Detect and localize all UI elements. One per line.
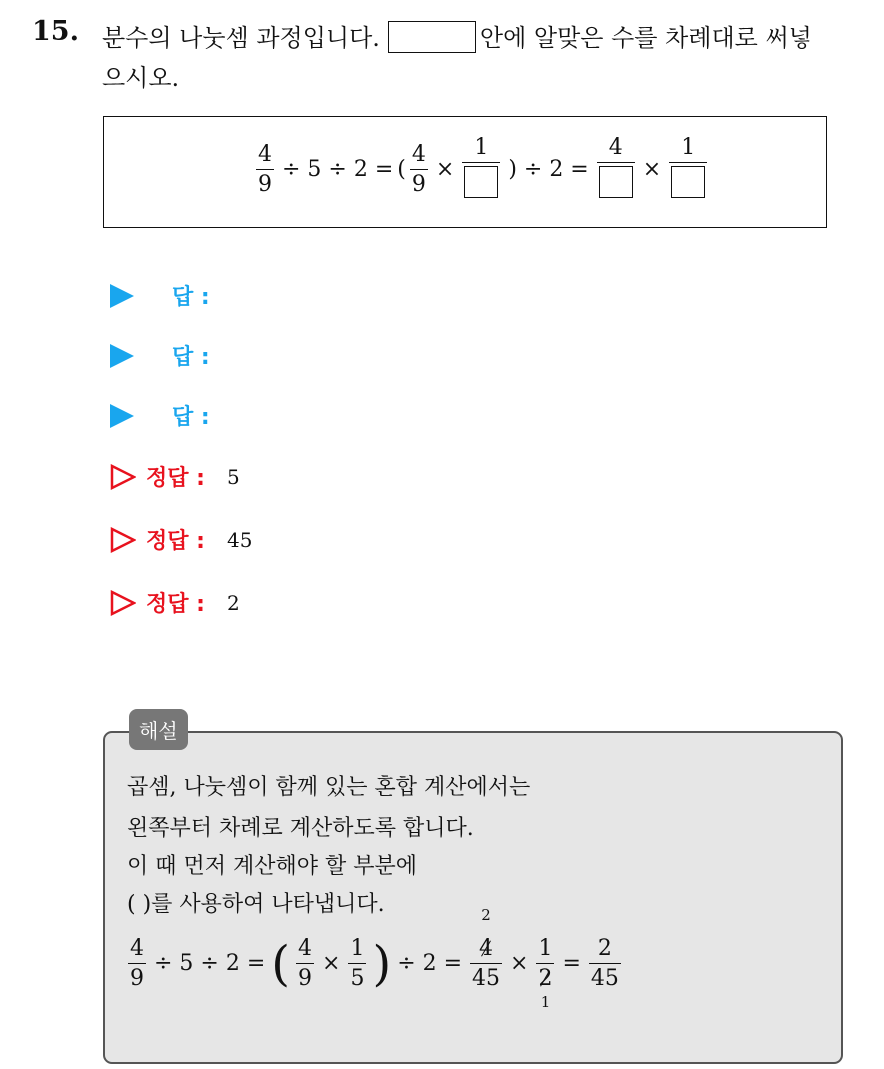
- question-text-before: 분수의 나눗셈 과정입니다.: [102, 24, 380, 52]
- solution-line-3: 이 때 먼저 계산해야 할 부분에: [127, 854, 417, 879]
- play-triangle-icon: [110, 404, 134, 428]
- open-paren: (: [271, 935, 291, 992]
- answer-blank-3[interactable]: [671, 166, 705, 198]
- expression-box: [103, 116, 827, 228]
- fraction-denominator: 45: [470, 963, 502, 991]
- answer-blank-2[interactable]: [599, 166, 633, 198]
- outline-triangle-icon: [110, 464, 136, 490]
- fraction-numerator: 1: [474, 135, 489, 160]
- fraction-denominator: 5: [348, 963, 366, 991]
- fraction-1-5: [348, 936, 366, 991]
- solution-tag: 해설: [129, 709, 188, 750]
- outline-triangle-icon: [110, 590, 136, 616]
- fraction-numerator: 4: [130, 936, 144, 961]
- question-text-after: 안에 알맞은 수를 차례대로 써넣: [479, 24, 812, 52]
- correct-answer-row-3: [110, 587, 240, 618]
- times-operator: ×: [510, 951, 529, 976]
- fraction-denominator: 9: [410, 169, 428, 197]
- fraction-numerator: 4: [258, 142, 272, 167]
- fraction-1-blank-2: [669, 135, 707, 204]
- fraction-denominator: 9: [128, 963, 146, 991]
- fraction-numerator: 1: [350, 936, 365, 961]
- fraction-denominator: 9: [296, 963, 314, 991]
- answer-label: 답 :: [172, 405, 210, 430]
- fraction-4-9-inner: [296, 936, 314, 991]
- fraction-1-blank: [462, 135, 500, 204]
- solution-line-2: 왼쪽부터 차례로 계산하도록 합니다.: [127, 816, 474, 841]
- correct-answer-row-1: [110, 461, 240, 492]
- question-text-line1: [102, 18, 812, 53]
- fraction-4-blank: [597, 135, 635, 204]
- question-number: 15.: [32, 16, 79, 47]
- fraction-denominator: [597, 162, 635, 204]
- cancelled-denominator: 2: [538, 966, 553, 991]
- fraction-1-2-cancelled: [536, 936, 554, 1011]
- correct-answer-label: 정답 :: [146, 592, 205, 617]
- correct-answer-label: 정답 :: [146, 466, 205, 491]
- answer-row-3[interactable]: [110, 400, 210, 431]
- solution-expression: [124, 906, 625, 1011]
- blank-box-icon: [388, 21, 476, 53]
- answer-row-2[interactable]: [110, 340, 210, 371]
- operator-text: ÷ 5 ÷ 2 =: [154, 951, 266, 976]
- times-operator: ×: [435, 157, 455, 182]
- times-operator: ×: [642, 157, 662, 182]
- correct-answer-value: 2: [226, 590, 240, 615]
- outline-triangle-icon: [110, 527, 136, 553]
- correct-answer-label: 정답 :: [146, 529, 205, 554]
- solution-line-1: 곱셈, 나눗셈이 함께 있는 혼합 계산에서는: [127, 775, 531, 800]
- cancel-result-top: 2: [481, 906, 491, 924]
- fraction-4-45-cancelled: [470, 906, 502, 991]
- answer-blank-1[interactable]: [464, 166, 498, 198]
- play-triangle-icon: [110, 284, 134, 308]
- fraction-numerator: 4: [411, 142, 426, 167]
- fraction-numerator: 4: [608, 135, 623, 160]
- solution-line-4: ( )를 사용하여 나타냅니다.: [127, 892, 385, 917]
- correct-answer-value: 5: [226, 464, 240, 489]
- equals-sign: =: [562, 951, 581, 976]
- answer-row-1[interactable]: [110, 280, 210, 311]
- expression: [252, 135, 711, 204]
- correct-answer-value: 45: [226, 527, 253, 552]
- fraction-denominator: 45: [589, 963, 621, 991]
- fraction-denominator: [462, 162, 500, 204]
- times-operator: ×: [322, 951, 341, 976]
- operator-text: ÷ 5 ÷ 2 =: [282, 157, 394, 182]
- play-triangle-icon: [110, 344, 134, 368]
- answer-label: 답 :: [172, 345, 210, 370]
- fraction-denominator: 9: [256, 169, 274, 197]
- fraction-denominator: [669, 162, 707, 204]
- answer-label: 답 :: [172, 285, 210, 310]
- cancelled-numerator: 4: [479, 936, 494, 961]
- cancel-result-bottom: 1: [540, 993, 551, 1011]
- question-text-line2: 으시오.: [102, 64, 180, 92]
- open-paren: (: [397, 157, 406, 182]
- operator-text: ) ÷ 2 =: [508, 157, 589, 182]
- fraction-numerator: 4: [298, 936, 313, 961]
- close-paren: ): [372, 935, 392, 992]
- fraction-4-9-inner: [410, 142, 428, 197]
- operator-text: ÷ 2 =: [397, 951, 463, 976]
- fraction-4-9: [128, 936, 146, 991]
- fraction-numerator: 2: [597, 936, 612, 961]
- fraction-numerator: 1: [681, 135, 696, 160]
- fraction-2-45: [589, 936, 621, 991]
- correct-answer-row-2: [110, 524, 252, 555]
- fraction-numerator: 1: [538, 936, 553, 961]
- fraction-4-9: [256, 142, 274, 197]
